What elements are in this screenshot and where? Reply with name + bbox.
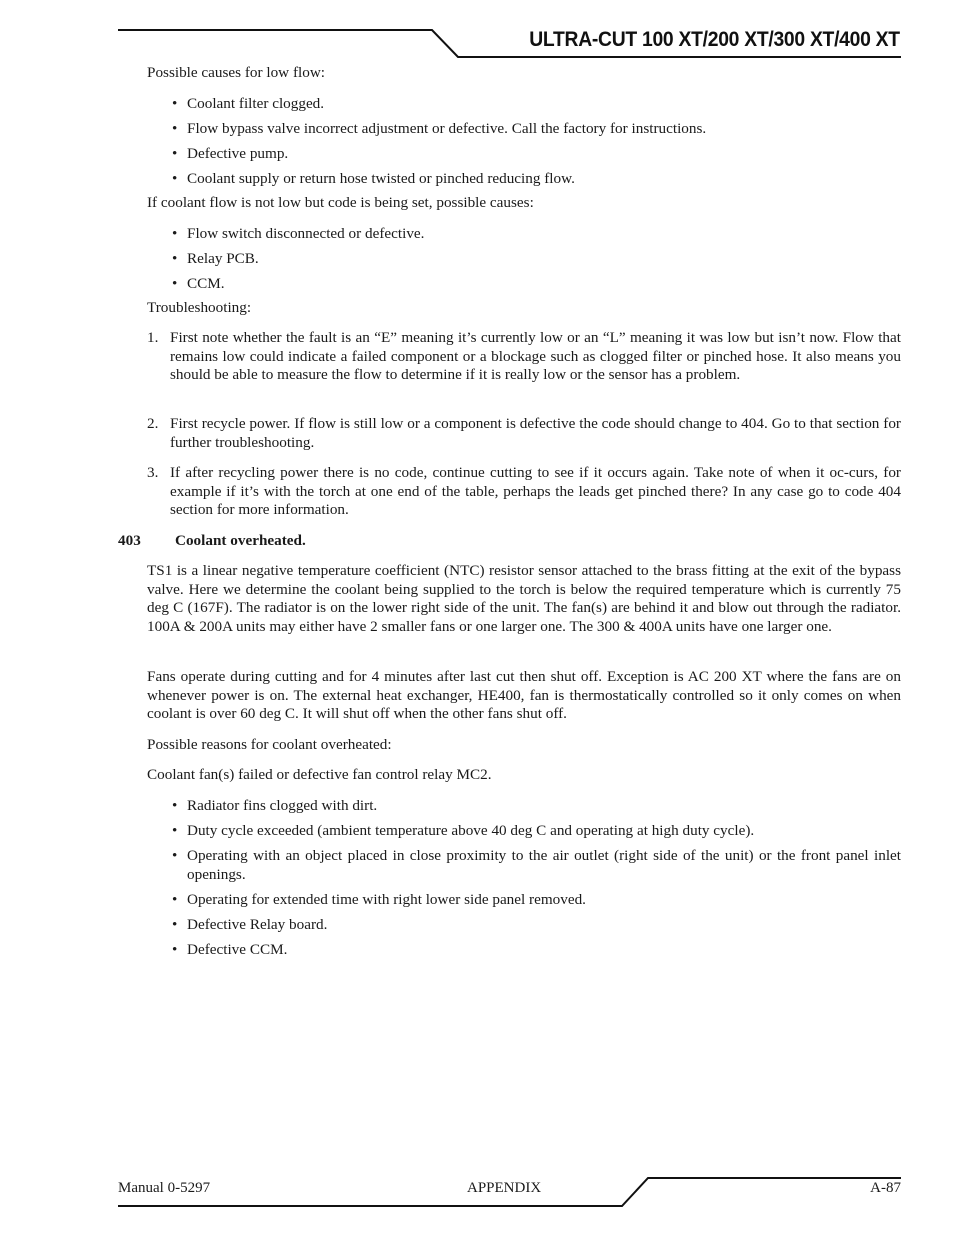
bullet-icon: •: [172, 822, 178, 839]
section-heading: [118, 532, 306, 551]
list-item: • Relay PCB.: [172, 250, 259, 267]
numbered-step: 3. If after recycling power there is no code, continue cutting to see if it occurs again. Take note of when it oc-curs, for example if it’s with the torch at one end of the table, perhaps the leads get pinched there? In any case go to code 404 section for more information.: [147, 464, 901, 519]
section-title: Coolant overheated.: [175, 532, 306, 549]
reasons-intro: Possible reasons for coolant overheated:: [147, 736, 392, 753]
bullet-icon: •: [172, 225, 178, 242]
list-item: • Coolant supply or return hose twisted or pinched reducing flow.: [172, 170, 575, 187]
document-title: ULTRA-CUT 100 XT/200 XT/300 XT/400 XT: [529, 28, 900, 51]
bullet-icon: •: [172, 275, 178, 292]
list-item: • Flow bypass valve incorrect adjustment or defective. Call the factory for instructions.: [172, 120, 707, 137]
page-number: A-87: [870, 1180, 901, 1196]
bullet-icon: •: [172, 847, 178, 864]
list-item: • Flow switch disconnected or defective.: [172, 225, 425, 242]
troubleshooting-label: Troubleshooting:: [147, 299, 252, 316]
manual-number: Manual 0-5297: [118, 1180, 211, 1196]
paragraph: TS1 is a linear negative temperature coefficient (NTC) resistor sensor attached to the brass fitting at the exit of the bypass valve. Here we determine the coolant being supplied to the torch is below the required temperature which is currently 75 deg C (167F). The radiator is on the lower right side of the unit. The fan(s) are behind it and blow out through the radiator. 100A & 200A units may either have 2 smaller fans or one larger one. The 300 & 400A units have one larger one.: [147, 562, 901, 635]
list-item: • Defective CCM.: [172, 941, 288, 958]
paragraph: Fans operate during cutting and for 4 minutes after last cut then shut off. Exception is AC 200 XT where the fans are on whenever power is on. The external heat exchanger, HE400, fan is thermostatically controlled so it only comes on when coolant is over 60 deg C. It will shut off when the other fans shut off.: [147, 668, 901, 723]
numbered-step: 1. First note whether the fault is an “E” meaning it’s currently low or an “L” meaning it was low but isn’t now. Flow that remains low could indicate a failed component or a blockage such as clogged filter or pinched hose. It also means you should be able to measure the flow to determine if it is really low or the sensor has a problem.: [147, 329, 901, 384]
not-low-intro: If coolant flow is not low but code is being set, possible causes:: [147, 194, 534, 211]
list-item: • Defective pump.: [172, 145, 289, 162]
list-item: • CCM.: [172, 275, 225, 292]
section-code: 403: [118, 532, 141, 549]
footer-section: APPENDIX: [467, 1180, 542, 1196]
low-flow-intro: Possible causes for low flow:: [147, 64, 326, 81]
bullet-icon: •: [172, 95, 178, 112]
numbered-step: 2. First recycle power. If flow is still low or a component is defective the code should change to 404. Go to that section for further troubleshooting.: [147, 415, 901, 451]
bullet-icon: •: [172, 941, 178, 958]
bullet-icon: •: [172, 250, 178, 267]
list-item: • Operating with an object placed in close proximity to the air outlet (right side of the unit) or the front panel inlet openings.: [172, 847, 901, 883]
list-item: • Operating for extended time with right lower side panel removed.: [172, 891, 586, 908]
bullet-icon: •: [172, 916, 178, 933]
list-item: • Duty cycle exceeded (ambient temperature above 40 deg C and operating at high duty cycle).: [172, 822, 755, 839]
bullet-icon: •: [172, 170, 178, 187]
fan-line: Coolant fan(s) failed or defective fan control relay MC2.: [147, 766, 492, 783]
list-item: • Radiator fins clogged with dirt.: [172, 797, 378, 814]
list-item: • Defective Relay board.: [172, 916, 328, 933]
bullet-icon: •: [172, 120, 178, 137]
bullet-icon: •: [172, 891, 178, 908]
bullet-icon: •: [172, 797, 178, 814]
bullet-icon: •: [172, 145, 178, 162]
list-item: • Coolant filter clogged.: [172, 95, 325, 112]
